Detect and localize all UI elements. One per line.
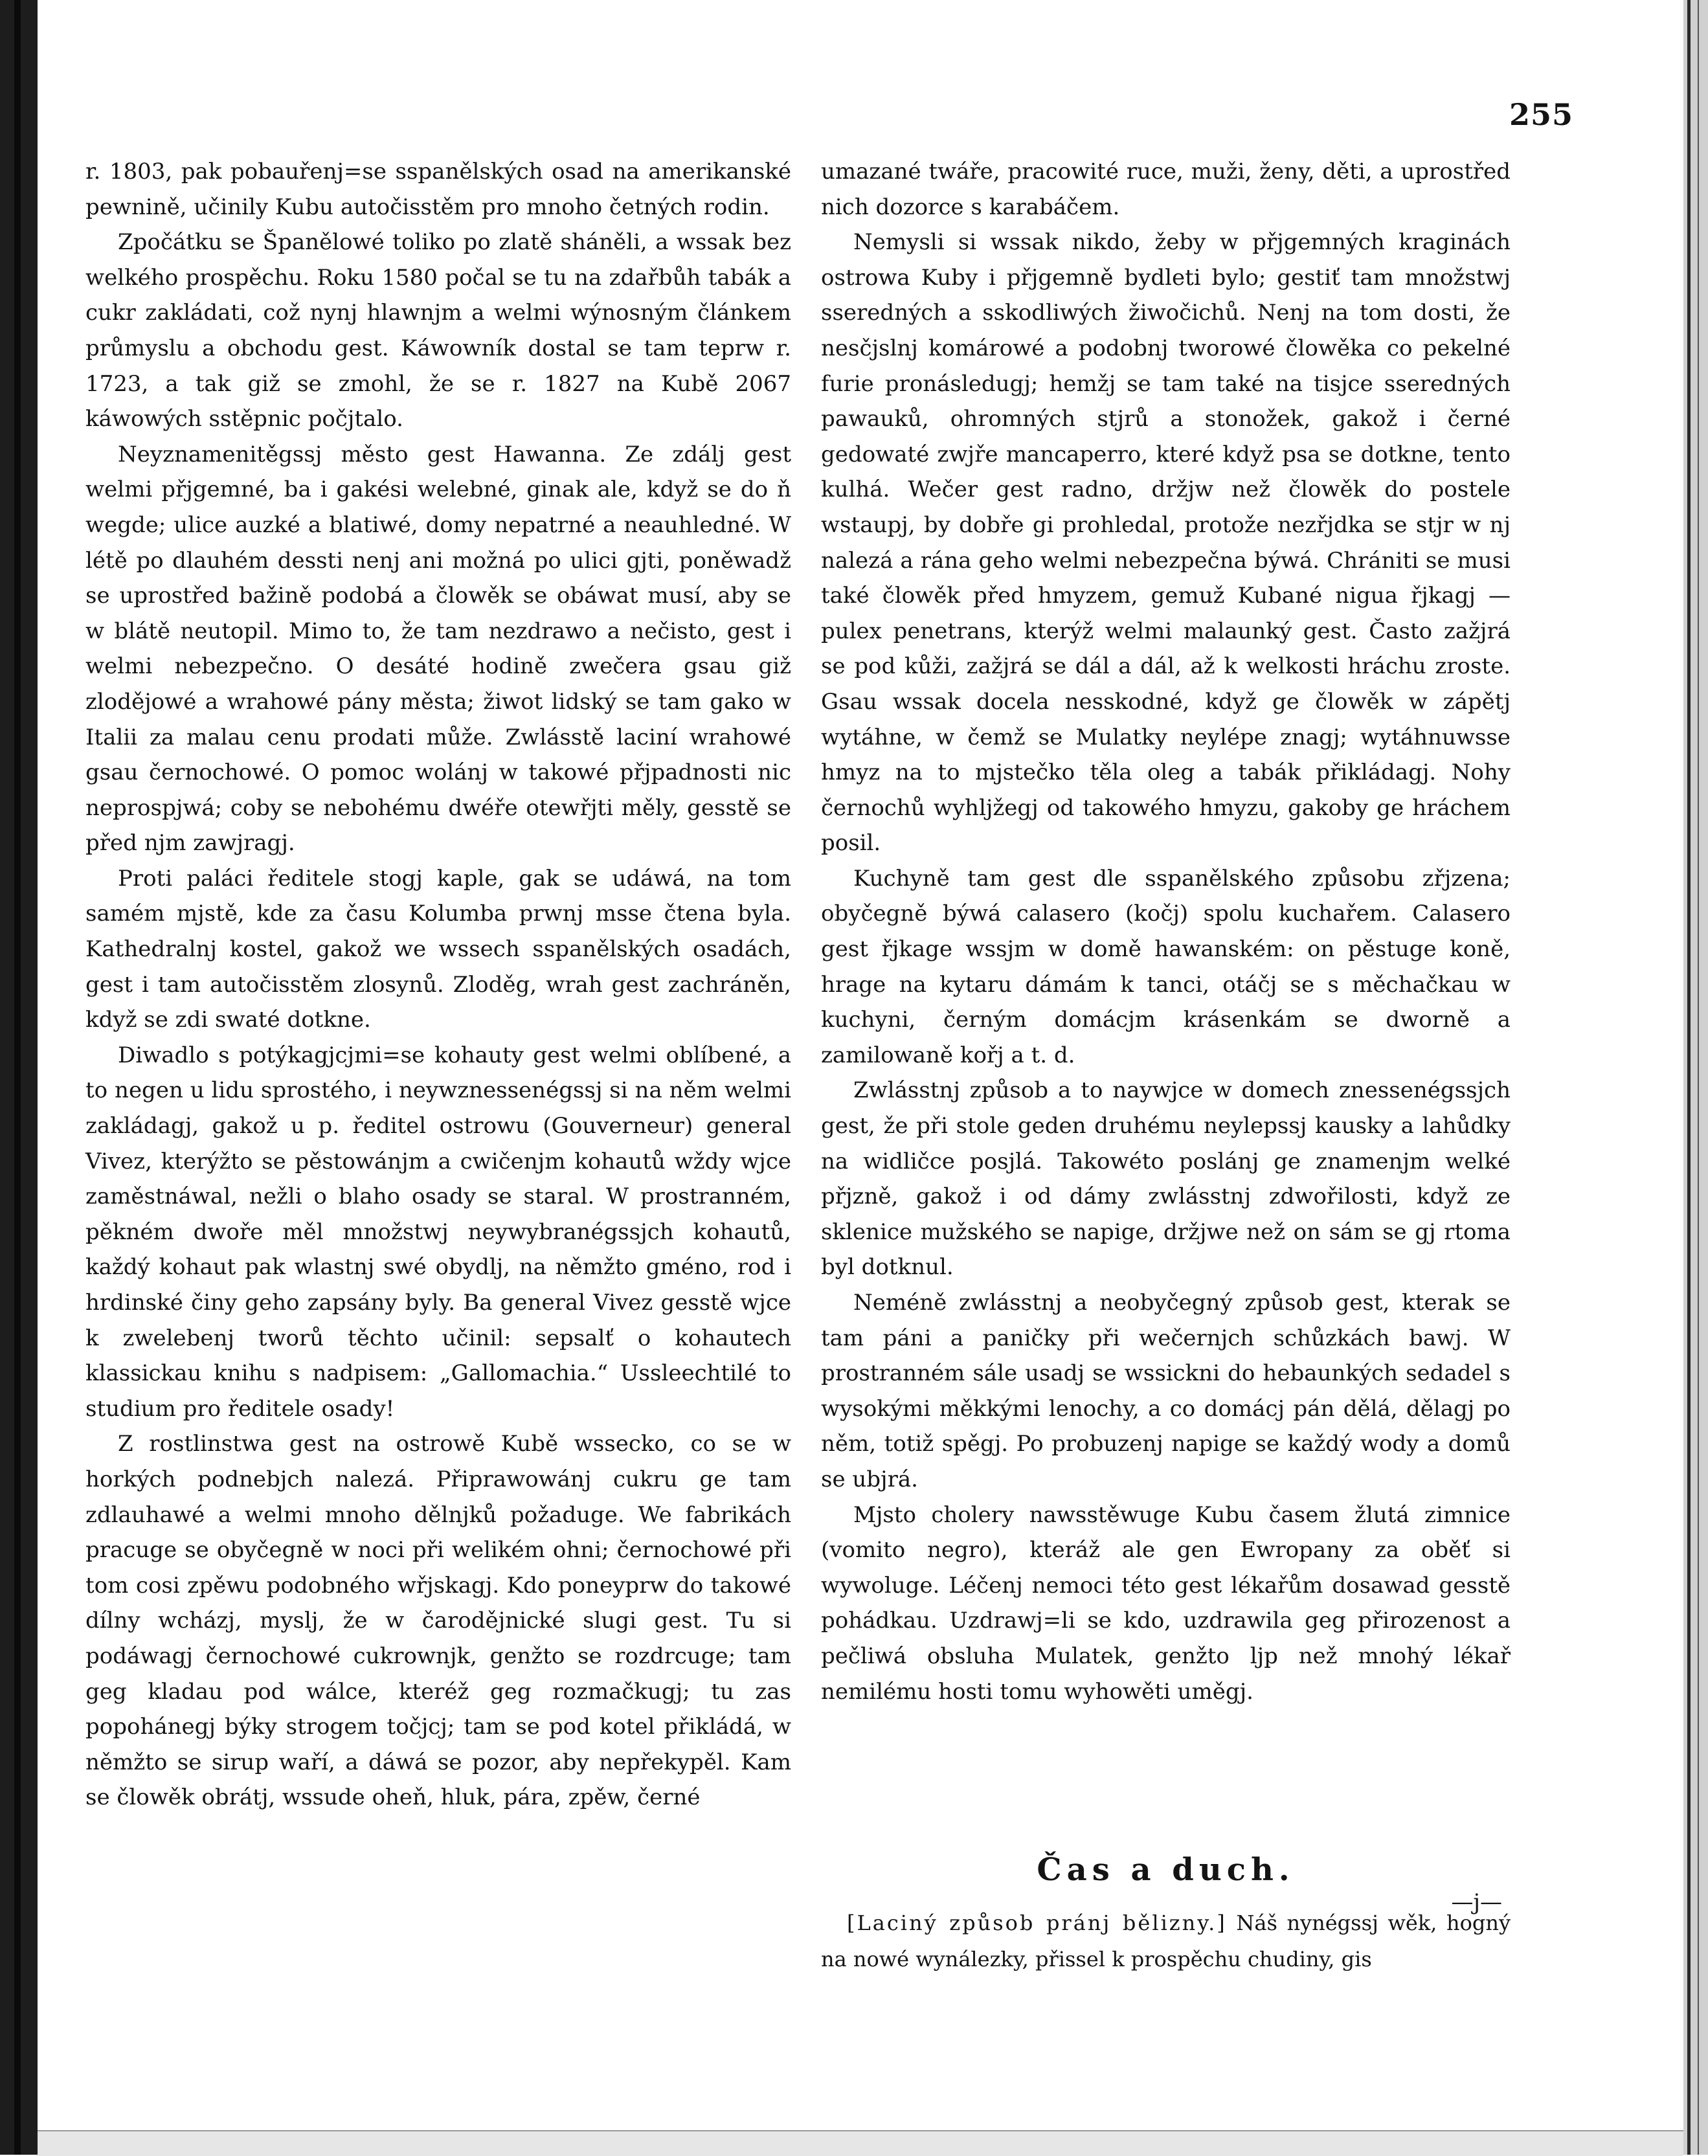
paragraph: r. 1803, pak pobauřenj=se sspanělských osad na amerikanské pewnině, učinily Kubu autočisstěm pro mnoho četných rodin. <box>85 159 791 220</box>
paragraph: Diwadlo s potýkagjcjmi=se kohauty gest welmi oblíbené, a to negen u lidu sprostého, i neywznessenégssj si na něm welmi zakládagj, gakož u p. ředitel ostrowu (Gouverneur) general Vivez, kterýžto se pěstowánjm a cwičenjm kohautů wždy wjce zaměstnáwal, nežli o blaho osady se staral. W prostranném, pěkném dwoře měl množstwj neywybranégssjch kohautů, každý kohaut pak wlastnj swé obydlj, na němžto gméno, rod i hrdinské činy geho zapsány byly. Ba general Vivez gesstě wjce k zwelebenj tworů těchto učinil: sepsalť o kohautech klassickau knihu s nadpisem: „Gallomachia.“ Ussleechtilé to studium pro ředitele osady! <box>85 1042 791 1422</box>
paragraph: Nemysli si wssak nikdo, žeby w přjgemných kraginách ostrowa Kuby i přjgemně bydleti bylo; gestiť tam množstwj sseredných a sskodliwých žiwočichů. Nenj na tom dosti, že nesčjslnj komárowé a podobnj tworowé člowěka co pekelné furie pronásledugj; hemžj se tam také na tisjce sseredných pawauků, ohromných stjrů a stonožek, gakož i černé gedowaté zwjře mancaperro, které když psa se dotkne, tento kulhá. Wečer gest radno, držjw než člowěk do postele wstaupj, by dobře gi prohledal, protože nezřjdka se stjr w nj nalezá a rána geho welmi nebezpečna býwá. Chrániti se musi také člowěk před hmyzem, gemuž Kubané nigua řjkagj — pulex penetrans, kterýž welmi malaunký gest. Často zažjrá se pod kůži, zažjrá se dál a dál, až k welkosti hráchu zroste. Gsau wssak docela nesskodné, když ge člowěk w zápětj wytáhne, w čemž se Mulatky neylépe znagj; wytáhnuwsse hmyz na to mjstečko těla oleg a tabák přikládagj. Nohy černochů wyhljžegj od takowého hmyzu, gakoby ge hráchem posil. <box>821 229 1511 857</box>
paragraph: Mjsto cholery nawsstěwuge Kubu časem žlutá zimnice (vomito negro), kteráž ale gen Ewropany za oběť si wywoluge. Léčenj nemoci této gest lékařům dosawad gesstě pohádkau. Uzdrawj=li se kdo, uzdrawila geg přirozenost a pečliwá obsluha Mulatek, genžto ljp než mnohý lékař nemilému hosti tomu wyhowěti uměgj. <box>821 1501 1511 1705</box>
section-lead: [Laciný způsob pránj bělizny.] <box>847 1911 1227 1935</box>
paragraph: Z rostlinstwa gest na ostrowě Kubě wssecko, co se w horkých podnebjch nalezá. Připrawowánj cukru ge tam zdlauhawé a welmi mnoho dělnjků požaduge. We fabrikách pracuge se obyčegně w noci při welikém ohni; černochowé při tom cosi zpěwu podobného wřjskagj. Kdo poneyprw do takowé dílny wcházj, myslj, že w čarodějnické slugi gest. Tu si podáwagj černochowé cukrownjk, genžto se rozdrcuge; tam geg kladau pod wálce, kteréž geg rozmačkugj; tu zas popohánegj býky strogem točjcj; tam se pod kotel přikládá, w němžto se sirup waří, a dáwá se pozor, aby nepřekypěl. Kam se člowěk obrátj, wssude oheň, hluk, pára, zpěw, černé <box>85 1431 791 1811</box>
page-number: 255 <box>1509 97 1573 132</box>
paragraph: Neyznamenitěgssj město gest Hawanna. Ze zdálj gest welmi přjgemné, ba i gakési welebné, ginak ale, když se do ň wegde; ulice auzké a blatiwé, domy nepatrné a neauhledné. W létě po dlauhém dessti nenj ani možná po ulici gjti, poněwadž se uprostřed bažině podobá a člowěk se obáwat musí, aby se w blátě neutopil. Mimo to, že tam nezdrawo a nečisto, gest i welmi nebezpečno. O desáté hodině zwečera gsau giž zlodějowé a wrahowé pány města; žiwot lidský se tam gako w Italii za malau cenu prodati může. Zwlásstě laciní wrahowé gsau černochowé. O pomoc wolánj w takowé přjpadnosti nic neprospjwá; coby se nebohému dwéře otewřjti měly, gesstě se před njm zawjragj. <box>85 441 791 857</box>
paragraph: umazané twáře, pracowité ruce, muži, ženy, děti, a uprostřed nich dozorce s karabáčem. <box>821 159 1511 220</box>
section-title: Čas a duch. <box>1037 1852 1295 1888</box>
scan-left-edge <box>0 0 38 2155</box>
paragraph: Neméně zwlásstnj a neobyčegný způsob gest, kterak se tam páni a paničky při wečernjch schůzkách bawj. W prostranném sále usadj se wssickni do hebaunkých sedadel s wysokými měkkými lenochy, a co domácj pán dělá, dělagj po něm, totiž spěgj. Po probuzenj napige se každý wody a domů se ubjrá. <box>821 1290 1511 1492</box>
paragraph <box>821 1905 1511 1977</box>
scan-bottom-edge <box>38 2130 1683 2156</box>
section-body <box>821 1905 1511 1977</box>
paragraph: Kuchyně tam gest dle sspanělského způsobu zřjzena; obyčegně býwá calasero (kočj) spolu kuchařem. Calasero gest řjkage wssjm w domě hawanském: on pěstuge koně, hrage na kytaru dámám k tanci, otáčj se s měchačkau w kuchyni, černým domácjm krásenkám se dworně a zamilowaně kořj a t. d. <box>821 865 1511 1068</box>
section-text: Náš nynégssj wěk, hogný na nowé wynálezky, přissel k prospěchu chudiny, gis <box>821 1911 1511 1971</box>
right-column <box>821 154 1511 1709</box>
paragraph: Zwlásstnj způsob a to naywjce w domech znessenégssjch gest, že při stole geden druhému neylepssj kausky a lahůdky na widličce posjlá. Takowéto poslánj ge znamenjm welké přjzně, gakož i od dámy zwlásstnj zdwořilosti, když ze sklenice mužského se napige, držjwe než on sám se gj rtoma byl dotknul. <box>821 1077 1511 1281</box>
left-column <box>85 154 791 1815</box>
paragraph: Zpočátku se Španělowé toliko po zlatě sháněli, a wssak bez welkého prospěchu. Roku 1580 počal se tu na zdařbůh tabák a cukr zakládati, což nynj hlawnjm a welmi wýnosným článkem průmyslu a obchodu gest. Káwowník dostal se tam teprw r. 1723, a tak giž se zmohl, že se r. 1827 na Kubě 2067 káwowých sstěpnic počjtalo. <box>85 229 791 432</box>
scan-right-edge <box>1683 0 1708 2155</box>
section-heading <box>821 1852 1511 1897</box>
author-signature: —j— <box>1451 1889 1502 1915</box>
paragraph: Proti paláci ředitele stogj kaple, gak se udáwá, na tom samém mjstě, kde za času Kolumba prwnj msse čtena byla. Kathedralnj kostel, gakož we wssech sspanělských osadách, gest i tam autočisstěm zlosynů. Zloděg, wrah gest zachráněn, když se zdi swaté dotkne. <box>85 865 791 1033</box>
